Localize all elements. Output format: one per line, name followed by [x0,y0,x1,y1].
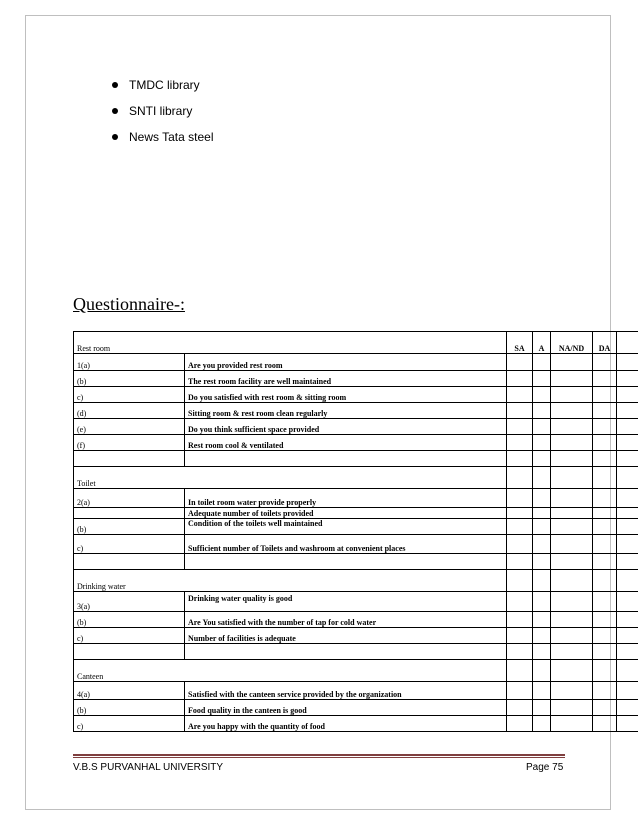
answer-cell[interactable] [533,628,551,644]
answer-cell[interactable] [507,354,533,371]
table-row [74,612,638,628]
answer-cell[interactable] [593,419,617,435]
answer-cell[interactable] [507,489,533,508]
answer-cell[interactable] [507,387,533,403]
answer-cell[interactable] [593,716,617,732]
question-number: 2(a) [74,489,185,508]
question-text: In toilet room water provide properly [185,489,507,508]
col-header-da: DA [593,332,617,354]
footer-divider [73,754,565,756]
answer-cell[interactable] [551,628,593,644]
answer-cell[interactable] [507,700,533,716]
answer-cell[interactable] [533,489,551,508]
answer-cell[interactable] [551,371,593,387]
questionnaire-table [73,331,638,732]
section-title: Toilet [74,467,507,489]
questionnaire-title: Questionnaire-: [73,294,185,314]
answer-cell[interactable] [533,508,551,519]
question-text: Condition of the toilets well maintained [185,519,507,535]
question-text: Adequate number of toilets provided [185,508,507,519]
table-row [74,716,638,732]
question-text: Sitting room & rest room clean regularly [185,403,507,419]
spacer-row [74,554,638,570]
answer-cell[interactable] [593,519,617,535]
answer-cell[interactable] [551,508,593,519]
answer-cell[interactable] [533,592,551,612]
answer-cell[interactable] [533,612,551,628]
answer-cell[interactable] [551,716,593,732]
question-number [74,508,185,519]
answer-cell[interactable] [551,519,593,535]
answer-cell[interactable] [507,508,533,519]
answer-cell[interactable] [593,592,617,612]
table-row [74,628,638,644]
answer-cell[interactable] [507,716,533,732]
answer-cell[interactable] [593,682,617,700]
answer-cell[interactable] [551,700,593,716]
question-number: (b) [74,371,185,387]
answer-cell[interactable] [593,628,617,644]
answer-cell[interactable] [533,387,551,403]
question-text: Satisfied with the canteen service provided by the organization [185,682,507,700]
answer-cell[interactable] [533,700,551,716]
question-text: Do you satisfied with rest room & sitting room [185,387,507,403]
answer-cell[interactable] [507,403,533,419]
answer-cell[interactable] [551,682,593,700]
section-title: Drinking water [74,570,507,592]
answer-cell[interactable] [593,700,617,716]
question-text: Sufficient number of Toilets and washroom at convenient places [185,535,507,554]
section-header-row [74,467,638,489]
question-number: 3(a) [74,592,185,612]
answer-cell[interactable] [507,535,533,554]
table-row [74,700,638,716]
answer-cell[interactable] [593,535,617,554]
answer-cell[interactable] [551,419,593,435]
question-text: Are You satisfied with the number of tap for cold water [185,612,507,628]
answer-cell[interactable] [593,508,617,519]
col-header-na-nd: NA/ND [551,332,593,354]
bullet-list [112,78,214,156]
answer-cell[interactable] [533,519,551,535]
section-header-row [74,570,638,592]
table-row [74,419,638,435]
question-number: c) [74,628,185,644]
answer-cell[interactable] [507,628,533,644]
question-text: Are you provided rest room [185,354,507,371]
col-header-sa: SA [507,332,533,354]
question-number: c) [74,387,185,403]
table-row [74,508,638,519]
footer-page-number: Page 75 [526,762,564,773]
question-number: (b) [74,700,185,716]
question-text: The rest room facility are well maintained [185,371,507,387]
answer-cell[interactable] [593,354,617,371]
question-text: Food quality in the canteen is good [185,700,507,716]
answer-cell[interactable] [507,592,533,612]
question-number: (b) [74,519,185,535]
bullet-item: SNTI library [112,104,214,130]
answer-cell[interactable] [507,435,533,451]
answer-cell[interactable] [551,435,593,451]
answer-cell[interactable] [593,435,617,451]
section-title: Rest room [74,332,507,354]
section-header-row [74,660,638,682]
answer-cell[interactable] [551,354,593,371]
footer-university: V.B.S PURVANHAL UNIVERSITY [73,762,224,773]
question-number: (e) [74,419,185,435]
question-number: 1(a) [74,354,185,371]
bullet-item: News Tata steel [112,130,214,156]
answer-cell[interactable] [551,387,593,403]
question-text: Number of facilities is adequate [185,628,507,644]
question-number: (f) [74,435,185,451]
answer-cell[interactable] [533,403,551,419]
question-number: c) [74,716,185,732]
answer-cell[interactable] [533,371,551,387]
section-header-row [74,332,638,354]
answer-cell[interactable] [551,403,593,419]
answer-cell[interactable] [593,403,617,419]
answer-cell[interactable] [593,371,617,387]
question-number: (b) [74,612,185,628]
question-text: Do you think sufficient space provided [185,419,507,435]
bullet-dot-icon [112,134,118,140]
table-row [74,489,638,508]
table-row [74,519,638,535]
question-text: Are you happy with the quantity of food [185,716,507,732]
table-row [74,387,638,403]
table-row [74,371,638,387]
answer-cell[interactable] [533,535,551,554]
table-row [74,403,638,419]
footer-divider [73,757,565,758]
spacer-row [74,451,638,467]
question-number: (d) [74,403,185,419]
table-row [74,435,638,451]
table-row [74,354,638,371]
answer-cell[interactable] [507,612,533,628]
answer-cell[interactable] [533,716,551,732]
answer-cell[interactable] [551,592,593,612]
answer-cell[interactable] [507,519,533,535]
bullet-item: TMDC library [112,78,214,104]
answer-cell[interactable] [533,354,551,371]
answer-cell[interactable] [533,435,551,451]
question-number: 4(a) [74,682,185,700]
col-header-a: A [533,332,551,354]
question-text: Drinking water quality is good [185,592,507,612]
answer-cell[interactable] [593,612,617,628]
question-number: c) [74,535,185,554]
answer-cell[interactable] [593,489,617,508]
answer-cell[interactable] [533,682,551,700]
answer-cell[interactable] [507,682,533,700]
spacer-row [74,644,638,660]
answer-cell[interactable] [593,387,617,403]
table-row [74,682,638,700]
section-title: Canteen [74,660,507,682]
answer-cell[interactable] [551,612,593,628]
answer-cell[interactable] [533,419,551,435]
answer-cell[interactable] [551,489,593,508]
table-row [74,592,638,612]
question-text: Rest room cool & ventilated [185,435,507,451]
bullet-dot-icon [112,82,118,88]
answer-cell[interactable] [551,535,593,554]
bullet-dot-icon [112,108,118,114]
answer-cell[interactable] [507,419,533,435]
answer-cell[interactable] [507,371,533,387]
table-row [74,535,638,554]
